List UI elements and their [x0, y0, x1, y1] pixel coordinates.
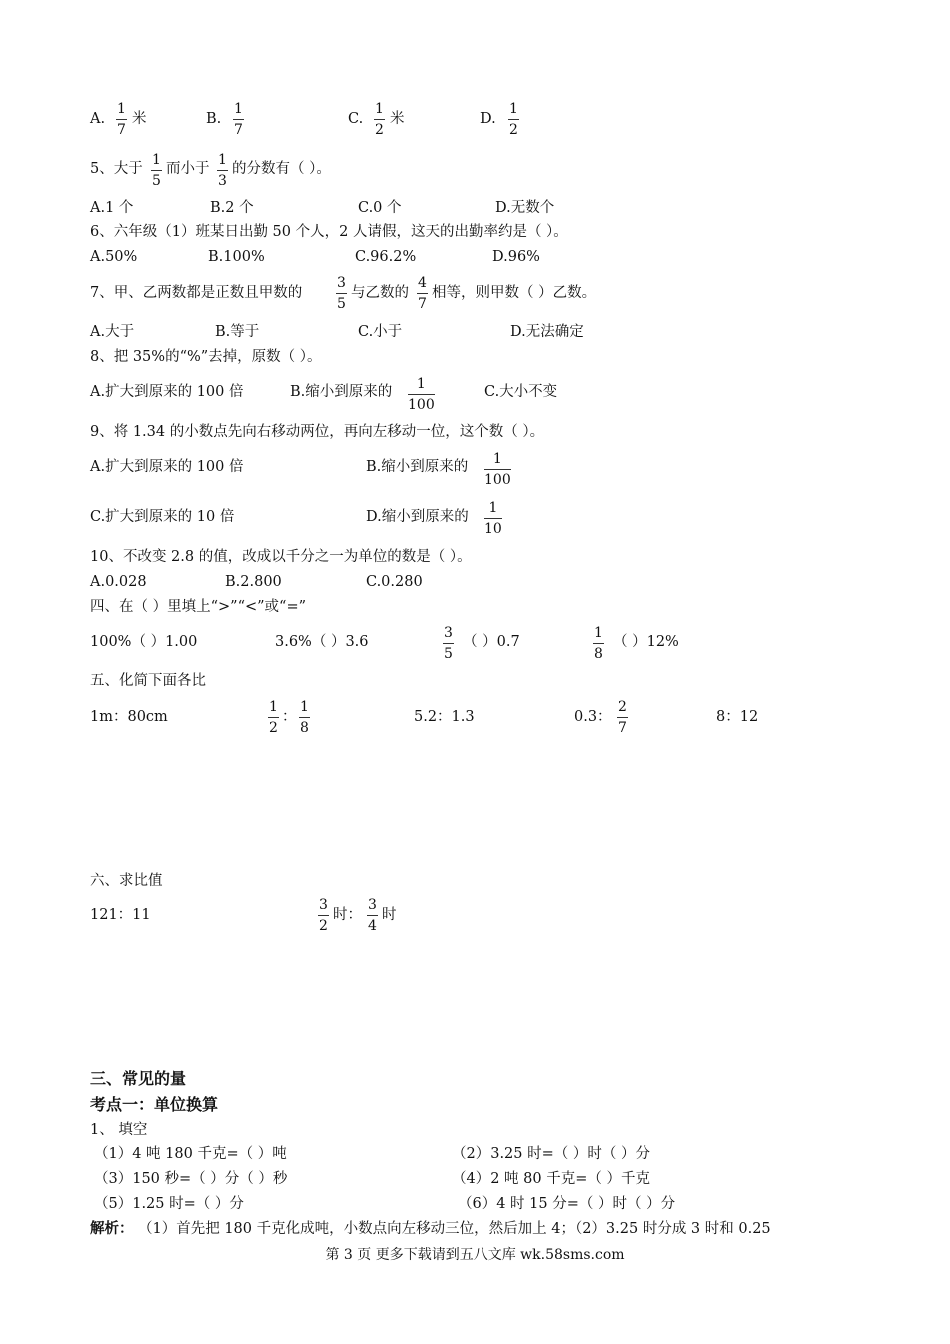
ratio-item-5: 8：12 — [716, 709, 759, 725]
fraction: $\frac{3}{2}$ — [319, 897, 328, 934]
q4-option-a-unit: 米 — [132, 111, 147, 127]
ratio-value-end: 时 — [382, 907, 397, 923]
q5-text-post: 的分数有（ ）。 — [232, 161, 331, 177]
q7-text-mid: 与乙数的 — [351, 285, 409, 301]
fraction: $\frac{3}{5}$ — [444, 625, 453, 662]
q4-option-b: B. — [206, 111, 222, 127]
fraction: $\frac{3}{4}$ — [368, 897, 377, 934]
compare-item-1: 100%（ ）1.00 — [90, 634, 198, 650]
q7-option-a: A.大于 — [90, 324, 135, 340]
fraction: $\frac{1}{2}$ — [375, 101, 384, 138]
fill-item-6: （6）4 时 15 分=（ ）时（ ）分 — [458, 1196, 676, 1212]
q9-option-a: A.扩大到原来的 100 倍 — [90, 459, 244, 475]
fraction: $\frac{1}{100}$ — [484, 451, 511, 488]
compare-item-3: （ ）0.7 — [463, 634, 520, 650]
fill-item-1: （1）4 吨 180 千克=（ ）吨 — [94, 1146, 287, 1162]
ratio-separator: ： — [282, 709, 297, 725]
q4-option-c: C. — [348, 111, 364, 127]
fraction: $\frac{1}{2}$ — [269, 699, 278, 736]
fraction: $\frac{3}{5}$ — [337, 275, 346, 312]
q9-option-b: B.缩小到原来的 — [366, 459, 469, 475]
q6-text: 6、六年级（1）班某日出勤 50 个人，2 人请假，这天的出勤率约是（ ）。 — [90, 224, 568, 240]
q8-option-a: A.扩大到原来的 100 倍 — [90, 384, 244, 400]
q7-text-post: 相等，则甲数（ ）乙数。 — [432, 285, 597, 301]
q6-option-b: B.100% — [208, 249, 265, 265]
fraction: $\frac{1}{100}$ — [408, 376, 435, 413]
fraction: $\frac{1}{7}$ — [234, 101, 243, 138]
q6-option-a: A.50% — [90, 249, 138, 265]
q9-option-d: D.缩小到原来的 — [366, 509, 469, 525]
page-footer: 第 3 页 更多下载请到五八文库 wk.58sms.com — [325, 1247, 625, 1263]
q7-text-pre: 7、甲、乙两数都是正数且甲数的 — [90, 285, 303, 301]
analysis-label: 解析： — [90, 1220, 134, 1237]
q5-text-mid: 而小于 — [166, 161, 210, 177]
ratio-value-item-1: 121：11 — [90, 907, 151, 923]
analysis-text: （1）首先把 180 千克化成吨，小数点向左移动三位，然后加上 4；（2）3.25 时分成 3 时和 0.25 — [138, 1221, 771, 1237]
q7-option-b: B.等于 — [215, 324, 260, 340]
q5-option-b: B.2 个 — [210, 200, 254, 216]
q4-option-a: A. — [90, 111, 106, 127]
ratio-item-3: 5.2：1.3 — [414, 709, 475, 725]
fill-in-title: 1、 填空 — [90, 1122, 148, 1138]
section-4-title: 四、在（ ）里填上“>”“<”或“=” — [90, 599, 307, 615]
q8-text: 8、把 35%的“%”去掉，原数（ ）。 — [90, 349, 322, 365]
section-5-title: 五、化简下面各比 — [90, 673, 206, 689]
q5-option-d: D.无数个 — [495, 200, 555, 216]
fraction: $\frac{1}{8}$ — [594, 625, 603, 662]
fraction: $\frac{1}{5}$ — [152, 152, 161, 189]
q5-option-a: A.1 个 — [90, 200, 134, 216]
q10-option-a: A.0.028 — [90, 574, 147, 590]
fraction: $\frac{1}{3}$ — [218, 152, 227, 189]
key-point-heading: 考点一：单位换算 — [90, 1095, 219, 1114]
fraction: $\frac{1}{2}$ — [509, 101, 518, 138]
ratio-value-mid: 时： — [333, 907, 362, 923]
fraction: $\frac{1}{8}$ — [300, 699, 309, 736]
q8-option-b: B.缩小到原来的 — [290, 384, 393, 400]
section-6-title: 六、求比值 — [90, 873, 163, 889]
q10-option-b: B.2.800 — [225, 574, 282, 590]
q9-text: 9、将 1.34 的小数点先向右移动两位，再向左移动一位，这个数（ ）。 — [90, 424, 545, 440]
q5-option-c: C.0 个 — [358, 200, 402, 216]
part-3-heading: 三、常见的量 — [90, 1069, 187, 1088]
q6-option-d: D.96% — [492, 249, 540, 265]
ratio-item-1: 1m：80cm — [90, 709, 168, 725]
fill-item-5: （5）1.25 时=（ ）分 — [94, 1196, 244, 1212]
fraction: $\frac{1}{10}$ — [484, 500, 502, 537]
fill-item-2: （2）3.25 时=（ ）时（ ）分 — [452, 1146, 650, 1162]
compare-item-2: 3.6%（ ）3.6 — [275, 634, 369, 650]
ratio-item-4: 0.3： — [574, 709, 612, 725]
q9-option-c: C.扩大到原来的 10 倍 — [90, 509, 235, 525]
q7-option-d: D.无法确定 — [510, 324, 584, 340]
fraction: $\frac{4}{7}$ — [418, 275, 427, 312]
compare-item-4: （ ）12% — [613, 634, 679, 650]
q5-text-pre: 5、大于 — [90, 161, 143, 177]
fill-item-3: （3）150 秒=（ ）分（ ）秒 — [94, 1171, 288, 1187]
q10-text: 10、不改变 2.8 的值，改成以千分之一为单位的数是（ ）。 — [90, 549, 472, 565]
q4-option-d: D. — [480, 111, 496, 127]
q8-option-c: C.大小不变 — [484, 384, 558, 400]
q10-option-c: C.0.280 — [366, 574, 423, 590]
fill-item-4: （4）2 吨 80 千克=（ ）千克 — [452, 1171, 650, 1187]
fraction: $\frac{2}{7}$ — [618, 699, 627, 736]
q6-option-c: C.96.2% — [355, 249, 417, 265]
fraction: $\frac{1}{7}$ — [117, 101, 126, 138]
q4-option-c-unit: 米 — [390, 111, 405, 127]
q7-option-c: C.小于 — [358, 324, 403, 340]
